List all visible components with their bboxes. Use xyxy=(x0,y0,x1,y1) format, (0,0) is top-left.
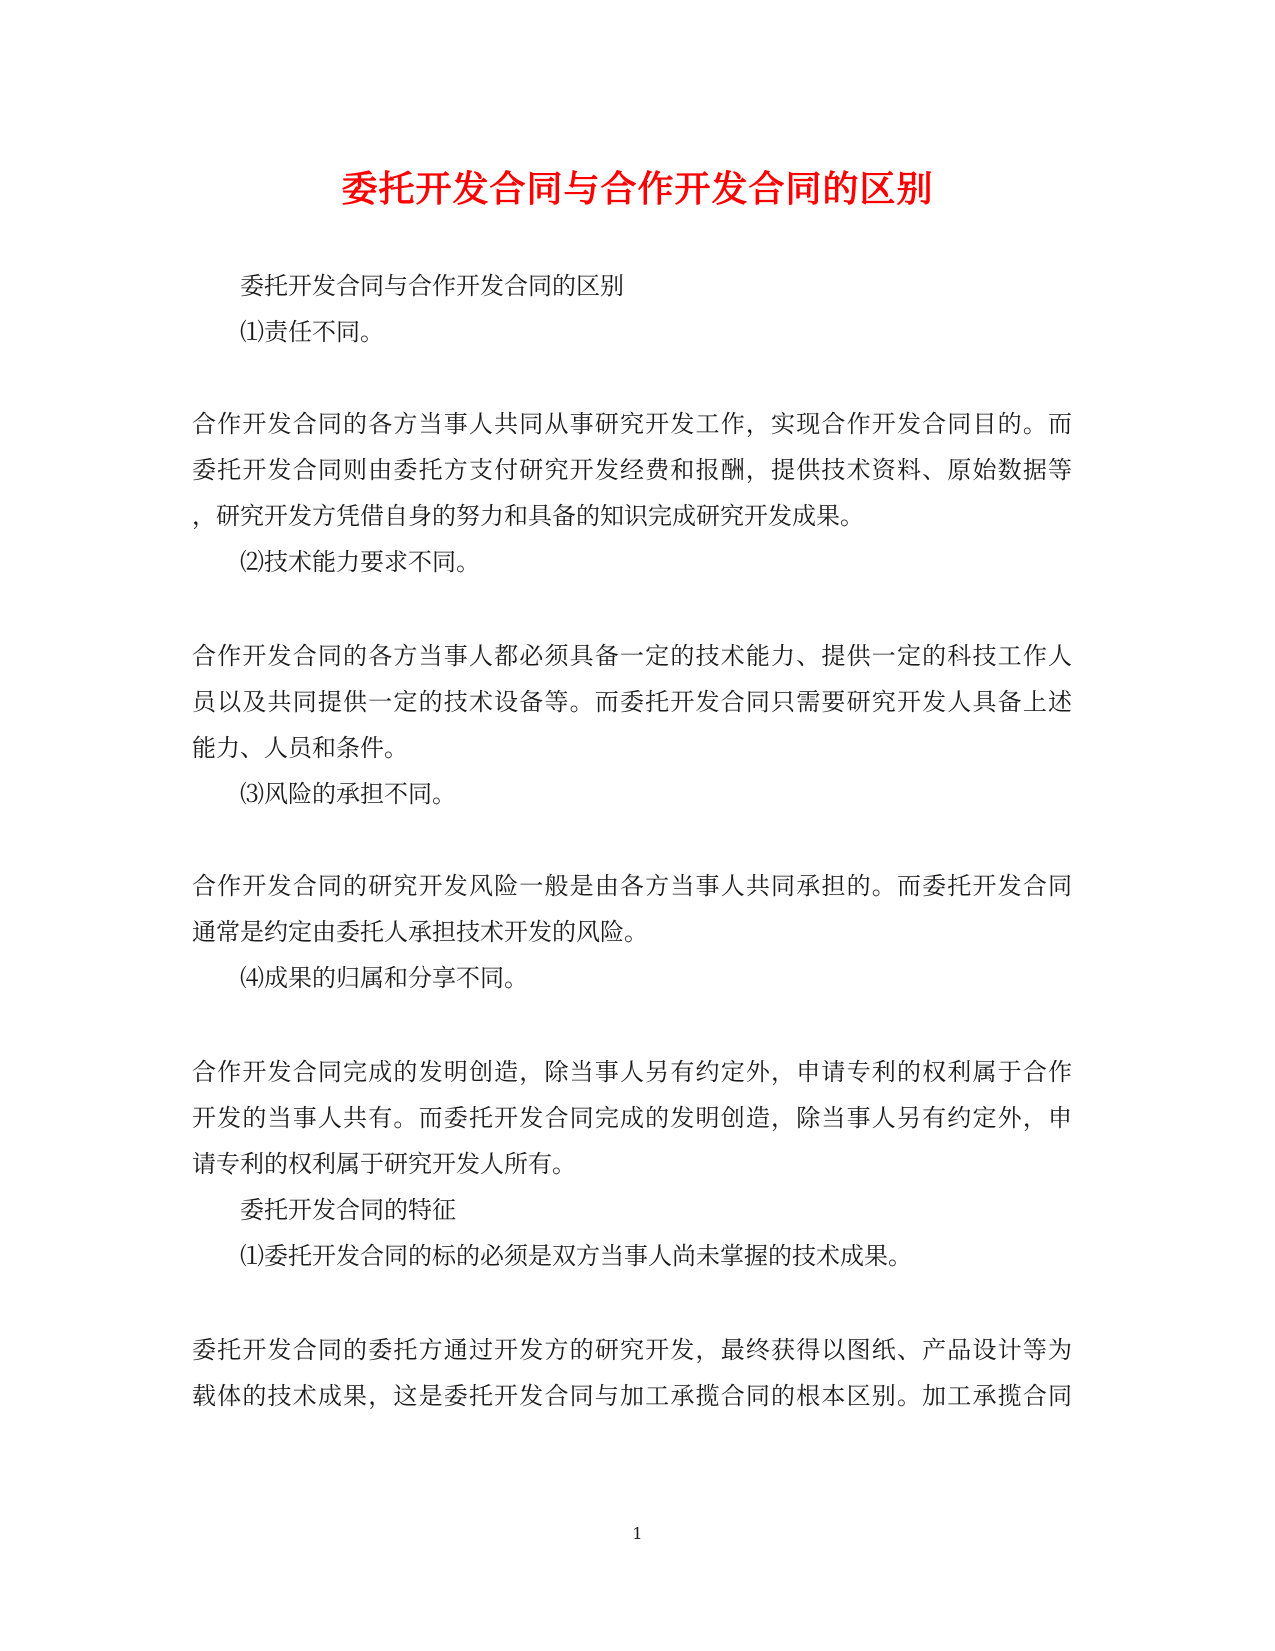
paragraph-line: 委托开发合同则由委托方支付研究开发经费和报酬，提供技术资料、原始数据等 xyxy=(192,456,1072,484)
paragraph-line: 合作开发合同的研究开发风险一般是由各方当事人共同承担的。而委托开发合同 xyxy=(192,872,1072,900)
section-heading-features: 委托开发合同的特征 xyxy=(240,1196,456,1224)
section-heading-2: ⑵技术能力要求不同。 xyxy=(240,548,480,576)
section-heading-1: ⑴责任不同。 xyxy=(240,318,384,346)
document-title: 委托开发合同与合作开发合同的区别 xyxy=(341,169,934,210)
paragraph-line: ，研究开发方凭借自身的努力和具备的知识完成研究开发成果。 xyxy=(192,502,864,530)
intro-heading: 委托开发合同与合作开发合同的区别 xyxy=(240,272,624,300)
paragraph-line: 合作开发合同完成的发明创造，除当事人另有约定外，申请专利的权利属于合作 xyxy=(192,1058,1072,1086)
paragraph-line: 委托开发合同的委托方通过开发方的研究开发，最终获得以图纸、产品设计等为 xyxy=(192,1336,1072,1364)
section-heading-4: ⑷成果的归属和分享不同。 xyxy=(240,964,528,992)
paragraph-line: 能力、人员和条件。 xyxy=(192,734,408,762)
paragraph-line: 通常是约定由委托人承担技术开发的风险。 xyxy=(192,918,648,946)
paragraph-line: 请专利的权利属于研究开发人所有。 xyxy=(192,1150,576,1178)
feature-heading-1: ⑴委托开发合同的标的必须是双方当事人尚未掌握的技术成果。 xyxy=(240,1242,912,1270)
paragraph-line: 员以及共同提供一定的技术设备等。而委托开发合同只需要研究开发人具备上述 xyxy=(192,688,1072,716)
paragraph-line: 合作开发合同的各方当事人共同从事研究开发工作，实现合作开发合同目的。而 xyxy=(192,410,1072,438)
section-heading-3: ⑶风险的承担不同。 xyxy=(240,780,456,808)
paragraph-line: 开发的当事人共有。而委托开发合同完成的发明创造，除当事人另有约定外，申 xyxy=(192,1104,1072,1132)
paragraph-line: 合作开发合同的各方当事人都必须具备一定的技术能力、提供一定的科技工作人 xyxy=(192,642,1072,670)
paragraph-line: 载体的技术成果，这是委托开发合同与加工承揽合同的根本区别。加工承揽合同 xyxy=(192,1382,1072,1410)
page-number: 1 xyxy=(632,1524,643,1543)
